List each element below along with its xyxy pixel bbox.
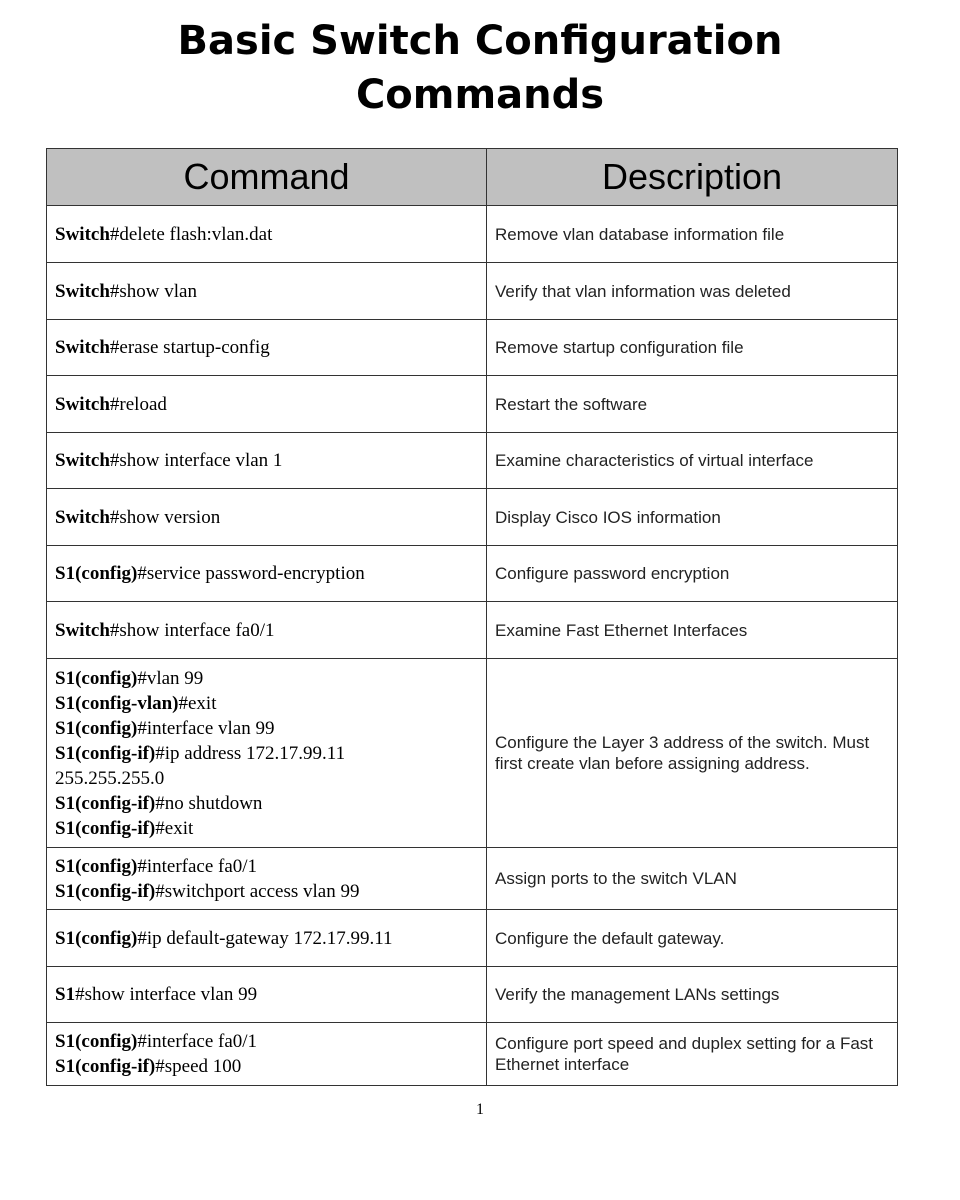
command-prompt: S1 [55,984,76,1005]
command-cell [47,376,487,433]
description-cell: Configure the Layer 3 address of the switch. Must first create vlan before assigning address. [487,659,898,848]
command-text: #service password-encryption [137,563,365,584]
command-cell [47,320,487,376]
command-cell [47,433,487,489]
command-prompt: S1(config) [55,563,138,584]
command-prompt: Switch [55,619,110,641]
command-line [55,505,478,530]
command-prompt: Switch [55,337,110,358]
command-prompt: S1(config-if) [55,880,156,902]
description-cell: Examine Fast Ethernet Interfaces [487,602,898,659]
command-text: #show interface fa0/1 [109,619,275,641]
command-line [55,766,478,791]
description-cell: Configure the default gateway. [487,910,898,967]
command-cell [47,910,487,967]
command-text: #no shutdown [155,792,263,814]
command-prompt: S1(config) [55,717,138,739]
table-row [47,489,898,546]
page-number: 1 [476,1101,484,1118]
command-text: #ip address 172.17.99.11 [155,742,346,764]
command-prompt: S1(config) [55,667,138,689]
page-title-line-1: Basic Switch Configuration [177,18,783,64]
command-text: #switchport access vlan 99 [155,880,360,902]
table-row [47,967,898,1023]
command-line [55,854,478,879]
command-prompt: S1(config) [55,1031,138,1052]
command-line [55,691,478,716]
command-cell [47,546,487,602]
table-row [47,848,898,910]
command-text: #show interface vlan 99 [75,984,258,1005]
command-cell [47,967,487,1023]
table-row [47,320,898,376]
command-line [55,561,478,586]
column-header-command: Command [47,149,487,206]
description-cell: Configure port speed and duplex setting for a Fast Ethernet interface [487,1023,898,1086]
command-text: #interface fa0/1 [137,855,258,877]
command-text: #reload [109,393,167,415]
command-line [55,1029,478,1054]
description-cell: Examine characteristics of virtual interface [487,433,898,489]
command-line [55,279,478,304]
page-title [0,14,960,122]
command-prompt: S1(config-if) [55,792,156,814]
command-cell [47,848,487,910]
command-text: #interface vlan 99 [137,717,275,739]
table-row [47,263,898,320]
description-cell: Configure password encryption [487,546,898,602]
command-text: #speed 100 [155,1056,242,1077]
command-cell [47,206,487,263]
command-text: #interface fa0/1 [137,1031,258,1052]
command-prompt: Switch [55,223,110,245]
command-prompt: S1(config-if) [55,817,156,839]
command-text: #exit [155,817,194,839]
command-line [55,791,478,816]
command-prompt: S1(config-if) [55,742,156,764]
command-prompt: Switch [55,506,110,528]
command-text: #show version [109,506,221,528]
command-cell [47,602,487,659]
command-line [55,741,478,766]
description-cell: Verify the management LANs settings [487,967,898,1023]
command-line [55,926,478,951]
command-line [55,392,478,417]
command-line [55,448,478,473]
command-text: #show interface vlan 1 [109,450,283,471]
command-prompt: S1(config) [55,855,138,877]
command-prompt: S1(config-vlan) [55,692,179,714]
description-cell: Display Cisco IOS information [487,489,898,546]
command-line [55,716,478,741]
description-cell: Assign ports to the switch VLAN [487,848,898,910]
command-text: #vlan 99 [137,667,204,689]
description-cell: Restart the software [487,376,898,433]
command-line [55,618,478,643]
command-text: #exit [178,692,217,714]
page-title-line-2: Commands [355,72,605,118]
command-line [55,666,478,691]
command-cell [47,659,487,848]
command-text: #erase startup-config [109,337,270,358]
command-line [55,1054,478,1079]
table-row [47,602,898,659]
command-cell [47,489,487,546]
command-table [46,148,898,1086]
table-header-row [47,149,898,206]
command-line [55,222,478,247]
command-text: 255.255.255.0 [55,767,165,789]
command-text: #ip default-gateway 172.17.99.11 [137,927,393,949]
command-line [55,982,478,1007]
description-cell: Remove vlan database information file [487,206,898,263]
command-text: #delete flash:vlan.dat [109,223,273,245]
command-cell [47,1023,487,1086]
table-row [47,206,898,263]
command-line [55,816,478,841]
command-prompt: Switch [55,450,110,471]
command-text: #show vlan [109,280,197,302]
command-prompt: S1(config-if) [55,1056,156,1077]
table-row [47,1023,898,1086]
table-row [47,910,898,967]
command-prompt: Switch [55,393,110,415]
command-cell [47,263,487,320]
command-line [55,879,478,904]
table-row [47,376,898,433]
column-header-description: Description [487,149,898,206]
table-row [47,546,898,602]
table-row [47,659,898,848]
table-row [47,433,898,489]
command-prompt: Switch [55,280,110,302]
command-line [55,335,478,360]
description-cell: Remove startup configuration file [487,320,898,376]
description-cell: Verify that vlan information was deleted [487,263,898,320]
command-prompt: S1(config) [55,927,138,949]
